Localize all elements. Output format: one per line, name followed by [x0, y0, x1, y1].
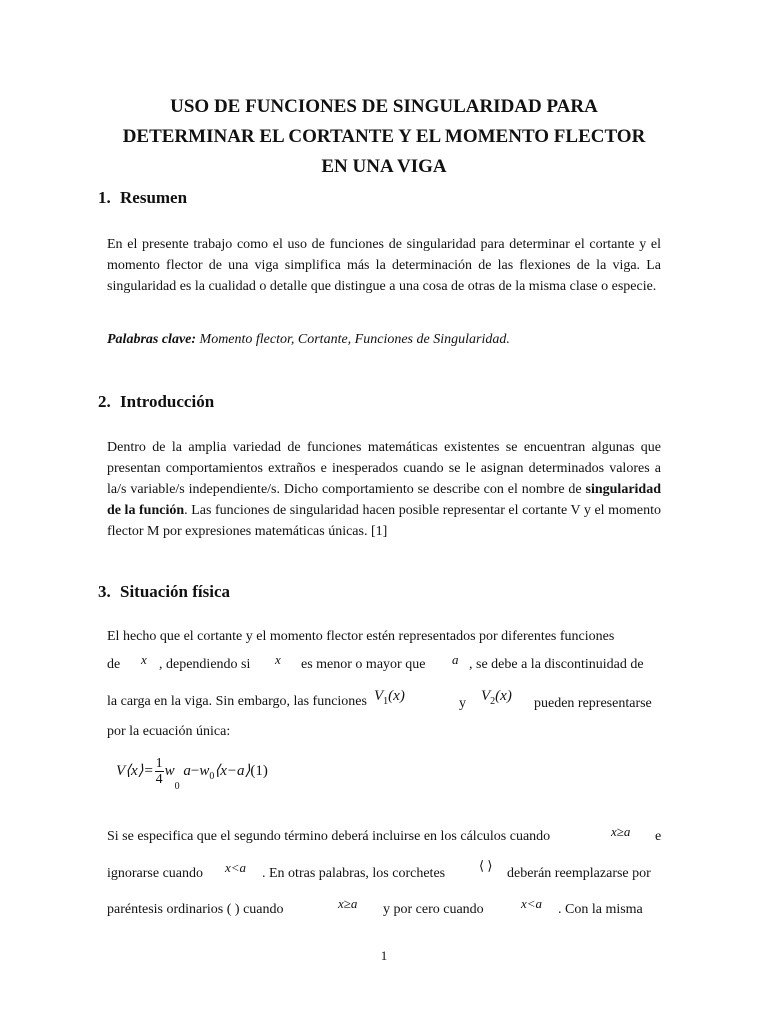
angle-brackets: ⟨ ⟩	[479, 858, 493, 873]
situacion-line-3-start: la carga en la viga. Sin embargo, las funciones	[107, 694, 367, 709]
intro-text-after: . Las funciones de singularidad hacen posible representar el cortante V y el momento flector M por expresiones matemáticas únicas. [1]	[107, 503, 662, 539]
eq-a: a	[183, 762, 191, 779]
situacion-line-5-start: Si se especifica que el segundo término deberá incluirse en los cálculos cuando	[107, 829, 551, 844]
situacion-line-3-end: pueden representarse	[534, 696, 652, 711]
eq-lhs: V	[116, 762, 126, 779]
situacion-line-3-y: y	[459, 696, 466, 711]
situacion-line-2-start: de	[107, 657, 121, 672]
situacion-line-6-start: ignorarse cuando	[107, 866, 204, 881]
introduccion-paragraph	[107, 437, 661, 542]
document-title	[100, 92, 668, 182]
situacion-line-2-b: , dependiendo si	[159, 657, 251, 672]
var-a: a	[452, 652, 459, 667]
eq-w2-sub: 0	[209, 770, 215, 782]
keywords-paragraph	[107, 329, 661, 350]
section-heading-resumen	[98, 188, 187, 208]
eq-fraction: $\frac{1}{4}$	[155, 756, 163, 787]
function-v1: $V_1(x)$	[374, 688, 405, 707]
eq-number: (1)	[250, 762, 268, 779]
situacion-line-2-d: , se debe a la discontinuidad de	[469, 657, 644, 672]
situacion-line-7-b: y por cero cuando	[383, 902, 484, 917]
intro-bold-term: singularidad de la función	[107, 482, 661, 518]
section-number: 3.	[98, 582, 111, 601]
eq-w2: w	[199, 762, 210, 779]
eq-arg: ⟨x⟩=	[125, 762, 154, 779]
eq-bracket: ⟨x−a⟩	[214, 762, 251, 779]
var-x: x	[275, 652, 281, 667]
keywords-text: Momento flector, Cortante, Funciones de Singularidad.	[196, 332, 510, 347]
section-number: 2.	[98, 392, 111, 411]
situacion-line-1: El hecho que el cortante y el momento flector estén representados por diferentes funciones	[107, 629, 615, 644]
section-heading-situacion	[98, 582, 230, 602]
situacion-line-7-start: paréntesis ordinarios ( ) cuando	[107, 902, 284, 917]
section-title: Situación física	[120, 582, 231, 601]
equation-1	[116, 756, 268, 792]
section-heading-introduccion	[98, 392, 214, 412]
situacion-line-5-end: e	[655, 829, 662, 844]
situacion-line-7-end: . Con la misma	[558, 902, 643, 917]
condition-x-ge-a: x≥a	[611, 824, 631, 839]
eq-w: w	[164, 762, 175, 779]
situacion-line-6-b: . En otras palabras, los corchetes	[262, 866, 446, 881]
var-x: x	[141, 652, 147, 667]
eq-w-sub: 0	[174, 780, 180, 792]
function-v2: $V_2(x)$	[481, 688, 512, 707]
condition-x-lt-a: x<a	[521, 896, 543, 911]
section-title: Introducción	[120, 392, 215, 411]
page-number: 1	[380, 948, 388, 963]
situacion-line-2-c: es menor o mayor que	[301, 657, 426, 672]
section-title: Resumen	[120, 188, 188, 207]
situacion-line-6-end: deberán reemplazarse por	[507, 866, 651, 881]
title-line-2: DETERMINAR EL CORTANTE Y EL MOMENTO FLECTOR	[122, 126, 646, 147]
condition-x-ge-a: x≥a	[338, 896, 358, 911]
keywords-label: Palabras clave:	[107, 332, 197, 347]
condition-x-lt-a: x<a	[225, 860, 247, 875]
intro-text-before: Dentro de la amplia variedad de funciones matemáticas existentes se encuentran algunas que presentan comportamientos extraños e inesperados cuando se le asignan determinados valores a la/s variable/s independiente/s. Dicho comportamiento se describe con el nombre de	[107, 440, 661, 497]
title-line-3: EN UNA VIGA	[321, 156, 447, 177]
situacion-line-4: por la ecuación única:	[107, 724, 231, 739]
eq-minus: −	[190, 762, 200, 779]
title-line-1: USO DE FUNCIONES DE SINGULARIDAD PARA	[170, 96, 598, 117]
section-number: 1.	[98, 188, 111, 207]
resumen-paragraph: En el presente trabajo como el uso de funciones de singularidad para determinar el cortante y el momento flector de una viga simplifica más la determinación de las flexiones de la viga. La singularidad es la cualidad o detalle que distingue a una cosa de otras de la misma clase o especie.	[107, 237, 661, 294]
